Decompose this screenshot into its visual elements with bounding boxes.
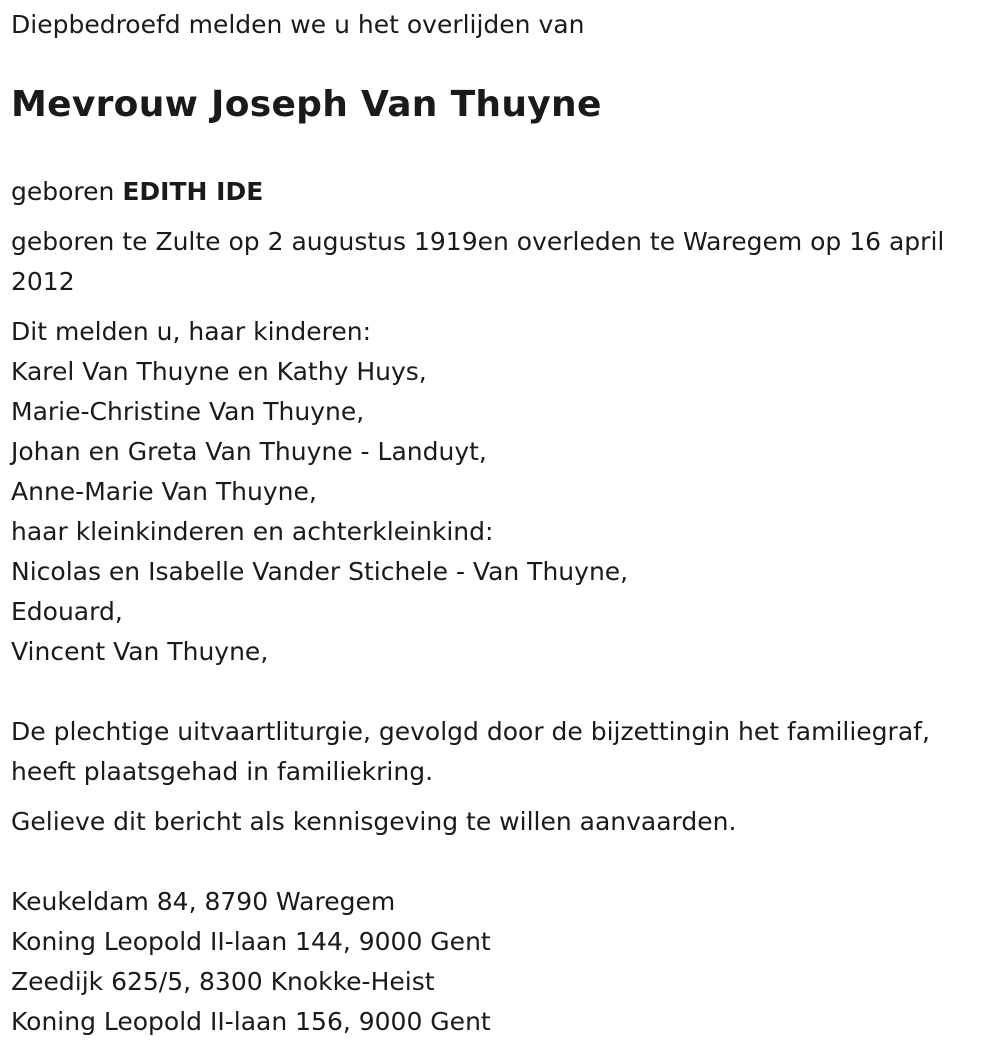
announcer-line: Karel Van Thuyne en Kathy Huys, [11,357,427,386]
announcer-line: Johan en Greta Van Thuyne - Landuyt, [11,437,487,466]
announcer-line: Nicolas en Isabelle Vander Stichele - Van Thuyne, [11,557,629,586]
address-line: Keukeldam 84, 8790 Waregem [11,887,396,916]
addresses-list [11,882,990,1042]
maiden-name-line [11,172,990,212]
address-line: Zeedijk 625/5, 8300 Knokke-Heist [11,967,435,996]
intro-text: Diepbedroefd melden we u het overlijden van [11,10,585,39]
born-as-prefix: geboren [11,177,123,206]
announcer-line: Dit melden u, haar kinderen: [11,317,372,346]
announcers-list [11,312,990,672]
announcer-line: Edouard, [11,597,123,626]
announcer-line: Anne-Marie Van Thuyne, [11,477,317,506]
address-line: Koning Leopold II-laan 156, 9000 Gent [11,1007,491,1036]
funeral-notice: De plechtige uitvaartliturgie, gevolgd door de bijzettingin het familiegraf, heeft plaatsgehad in familiekring. [11,717,930,786]
announcer-line: haar kleinkinderen en achterkleinkind: [11,517,494,546]
address-line: Koning Leopold II-laan 144, 9000 Gent [11,927,491,956]
request-text: Gelieve dit bericht als kennisgeving te willen aanvaarden. [11,807,737,836]
birth-death-text: geboren te Zulte op 2 augustus 1919en overleden te Waregem op 16 april 2012 [11,227,945,296]
deceased-name: Mevrouw Joseph Van Thuyne [11,84,602,125]
announcer-line: Marie-Christine Van Thuyne, [11,397,365,426]
announcer-line: Vincent Van Thuyne, [11,637,269,666]
maiden-name: EDITH IDE [122,177,264,206]
